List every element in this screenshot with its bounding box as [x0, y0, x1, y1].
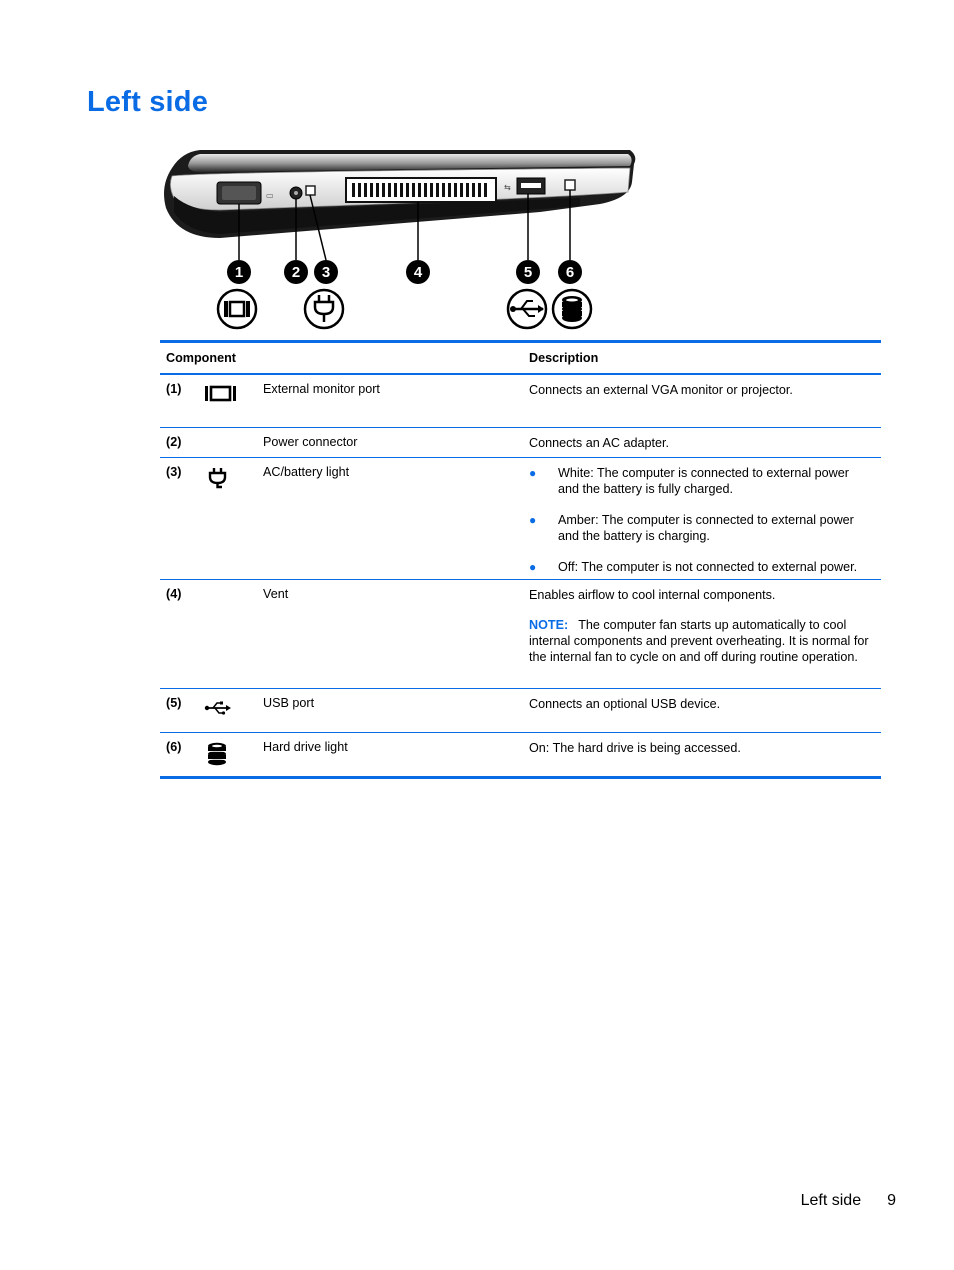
table-row: [160, 733, 881, 776]
list-item: ● White: The computer is connected to external power and the battery is fully charged.: [529, 466, 849, 496]
status-list: [529, 465, 873, 575]
laptop-left-side-figure: [160, 146, 640, 334]
hard-drive-icon: [206, 742, 228, 766]
row-number: (4): [166, 587, 182, 601]
callout-4-label: 4: [413, 264, 423, 281]
note: [529, 617, 873, 665]
svg-text:⇆: ⇆: [504, 183, 511, 192]
callout-6-label: 6: [565, 264, 575, 281]
component-description: On: The hard drive is being accessed.: [529, 741, 741, 755]
header-component: Component: [166, 351, 236, 365]
note-label: NOTE:: [529, 618, 569, 632]
table-row: [160, 375, 881, 428]
page-title: Left side: [87, 86, 209, 118]
row-number: (1): [166, 382, 182, 396]
row-number: (5): [166, 696, 182, 710]
note-text: The computer fan starts up automatically to cool internal components and prevent overheating. It is normal for the internal fan to cycle on and off during routine operation.: [529, 618, 869, 664]
monitor-port-icon: [218, 290, 256, 328]
list-item: ● Off: The computer is not connected to external power.: [529, 560, 858, 574]
component-description: Connects an optional USB device.: [529, 697, 721, 711]
component-name: External monitor port: [263, 382, 380, 396]
callout-1-label: 1: [234, 264, 244, 281]
component-name: Vent: [263, 587, 289, 601]
component-description: Connects an external VGA monitor or projector.: [529, 383, 793, 397]
power-plug-icon: [305, 290, 343, 328]
component-description: Connects an AC adapter.: [529, 436, 670, 450]
table-row: [160, 689, 881, 733]
row-number: (6): [166, 740, 182, 754]
page-footer: [801, 1192, 896, 1210]
laptop-illustration: [160, 146, 640, 334]
callout-2-label: 2: [291, 264, 301, 281]
callout-3-label: 3: [321, 264, 331, 281]
page-number: 9: [887, 1192, 896, 1209]
row-number: (3): [166, 465, 182, 479]
callout-5-label: 5: [523, 264, 533, 281]
header-description: Description: [529, 351, 599, 365]
list-item: ● Amber: The computer is connected to external power and the battery is charging.: [529, 513, 854, 543]
table-row: [160, 580, 881, 689]
component-name: Power connector: [263, 435, 358, 449]
component-name: Hard drive light: [263, 740, 348, 754]
usb-icon: [204, 701, 232, 715]
row-number: (2): [166, 435, 182, 449]
usb-icon: [508, 290, 546, 328]
monitor-port-icon: [204, 384, 238, 402]
table-row: [160, 458, 881, 580]
component-name: USB port: [263, 696, 315, 710]
table-row: [160, 428, 881, 458]
component-name: AC/battery light: [263, 465, 350, 479]
table-header: [160, 343, 881, 375]
power-plug-icon: [207, 467, 229, 491]
component-description: Enables airflow to cool internal components.: [529, 588, 776, 602]
components-table: [160, 340, 881, 779]
footer-section-title: Left side: [800, 1192, 862, 1209]
hard-drive-icon: [553, 290, 591, 328]
svg-text:▭: ▭: [266, 191, 274, 200]
